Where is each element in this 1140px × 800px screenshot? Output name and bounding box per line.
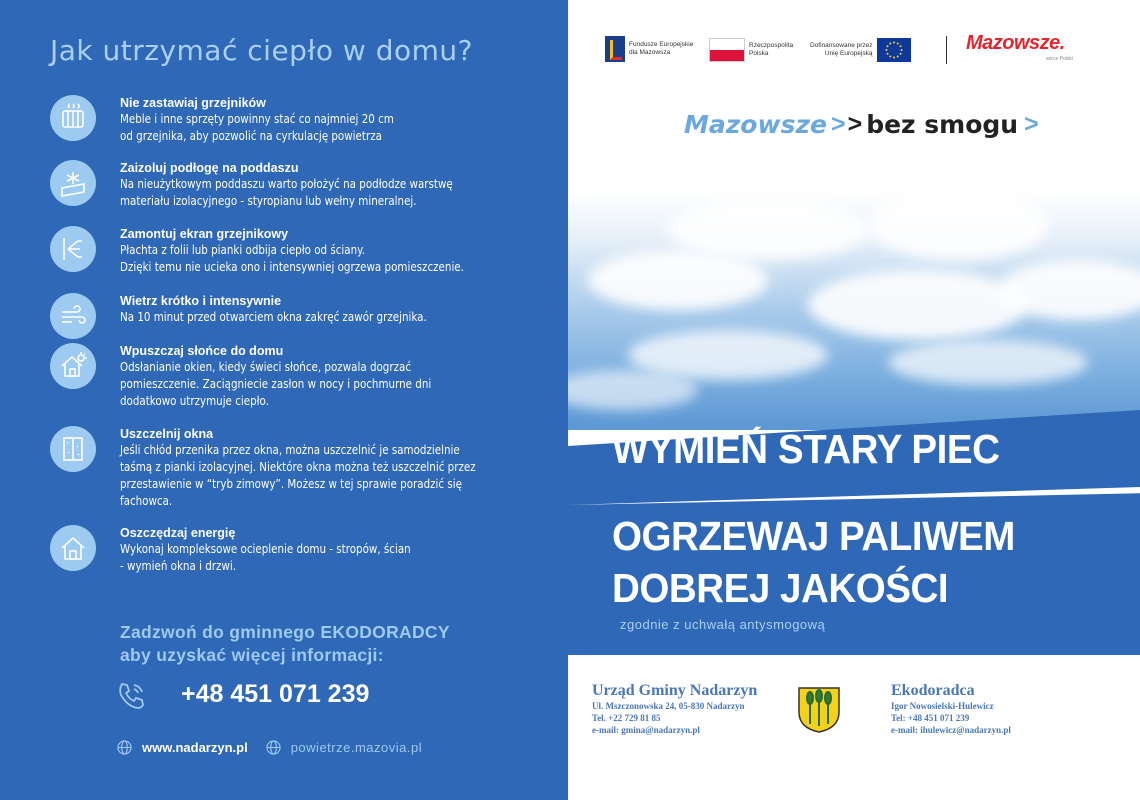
sky-photo: [568, 190, 1140, 430]
tip-text: Wykonaj kompleksowe ocieplenie domu - stropów, ścian - wymień okna i drzwi.: [120, 542, 411, 573]
tip-text: Jeśli chłód przenika przez okna, można uszczelnić je samodzielnie taśmą z pianki izolacyjnej. Niektóre okna można też uszczelnić przez przestawienie w “tryb zimowy”. Możesz w tej sprawie poradzić się fachowca.: [120, 443, 476, 508]
insulation-icon: [50, 160, 96, 206]
radiator-icon: [50, 95, 96, 141]
eu-funds-label: Fundusze Europejskie dla Mazowsza: [629, 41, 694, 56]
headline-subline: zgodnie z uchwałą antysmogową: [620, 617, 826, 632]
poland-label: Rzeczpospolita Polska: [749, 42, 794, 57]
eu-label: Dofinansowane przez Unię Europejską: [810, 42, 873, 57]
tip-text: Odsłanianie okien, kiedy świeci słońce, pozwala dogrzać pomieszczenie. Zaciągniecie zasłon w nocy i pochmurne dni dodatkowo utrzymuje ciepło.: [120, 360, 432, 408]
advisor-contact: [891, 682, 1011, 736]
page-title: Jak utrzymać ciepło w domu?: [50, 34, 474, 67]
tip-text: Płachta z folii lub pianki odbija ciepło od ściany. Dzięki temu nie ucieka ono i intensywniej ogrzewa pomieszczenie.: [120, 243, 464, 274]
office-address: Ul. Mszczonowska 24, 05-830 Nadarzyn: [592, 701, 745, 711]
poland-logo: [709, 38, 793, 62]
tip-heading: Oszczędzaj energię: [120, 526, 236, 540]
office-name: Urząd Gminy Nadarzyn: [592, 682, 758, 699]
tip-heading: Wpuszczaj słońce do domu: [120, 344, 284, 358]
sun-house-icon: [50, 343, 96, 389]
globe-icon: [117, 740, 132, 755]
eu-logo: [810, 38, 911, 62]
tip-heading: Uszczelnij okna: [120, 427, 214, 441]
cta-text: Zadzwoń do gminnego EKODORADCY aby uzyskać więcej informacji:: [120, 622, 450, 665]
links-row: [117, 740, 422, 755]
mazowsze-logo: Mazowsze.: [966, 32, 1065, 54]
mazowsze-tagline: serce Polski: [1046, 56, 1073, 62]
slogan-arrow: >: [847, 110, 863, 138]
slogan-arrow: >: [830, 110, 846, 138]
tip-heading: Nie zastawiaj grzejników: [120, 96, 266, 110]
headline-1: WYMIEŃ STARY PIEC: [612, 426, 1000, 472]
tip-heading: Zaizoluj podłogę na poddaszu: [120, 161, 299, 175]
headline-2: OGRZEWAJ PALIWEM DOBREJ JAKOŚCI: [612, 513, 1015, 611]
website-link[interactable]: www.nadarzyn.pl: [142, 740, 248, 755]
funding-logos: [568, 26, 1140, 74]
poland-flag-icon: [709, 38, 745, 62]
eu-funds-logo: [605, 36, 699, 62]
slogan-arrow: >: [1024, 110, 1039, 138]
phone-icon: [116, 681, 146, 709]
tip-heading: Wietrz krótko i intensywnie: [120, 294, 282, 308]
coat-of-arms-icon: [797, 686, 841, 734]
slogan-bez-smogu: bez smogu: [866, 110, 1019, 139]
office-phone: Tel. +22 729 81 85: [592, 713, 661, 723]
tip-text: Na nieużytkowym poddaszu warto położyć na podłodze warstwę materiału izolacyjnego - styropianu lub wełny mineralnej.: [120, 177, 453, 208]
house-icon: [50, 525, 96, 571]
advisor-email[interactable]: e-mail: ihulewicz@nadarzyn.pl: [891, 725, 1011, 735]
campaign-slogan: [684, 110, 1039, 139]
right-panel: [568, 0, 1140, 800]
office-contact: [592, 682, 757, 736]
phone-number[interactable]: +48 451 071 239: [181, 680, 370, 708]
eu-flag-icon: [877, 38, 911, 62]
air-quality-link[interactable]: powietrze.mazovia.pl: [290, 740, 423, 755]
eu-funds-mark: [605, 36, 625, 62]
wind-icon: [50, 293, 96, 339]
tip-text: Na 10 minut przed otwarciem okna zakręć zawór grzejnika.: [120, 310, 427, 324]
logo-divider: [946, 36, 947, 64]
advisor-title: Ekodoradca: [891, 682, 975, 699]
tip-heading: Zamontuj ekran grzejnikowy: [120, 227, 289, 241]
globe-icon: [266, 740, 281, 755]
office-email[interactable]: e-mail: gmina@nadarzyn.pl: [592, 725, 700, 735]
left-panel: [0, 0, 568, 800]
slogan-mazowsze: Mazowsze: [684, 110, 827, 139]
heat-reflector-icon: [50, 226, 96, 272]
tip-text: Meble i inne sprzęty powinny stać co najmniej 20 cm od grzejnika, aby pozwolić na cyrkulację powietrza: [120, 112, 394, 143]
advisor-phone: Tel: +48 451 071 239: [891, 713, 970, 723]
advisor-name: Igor Nowosielski-Hulewicz: [891, 701, 994, 711]
window-icon: [50, 426, 96, 472]
